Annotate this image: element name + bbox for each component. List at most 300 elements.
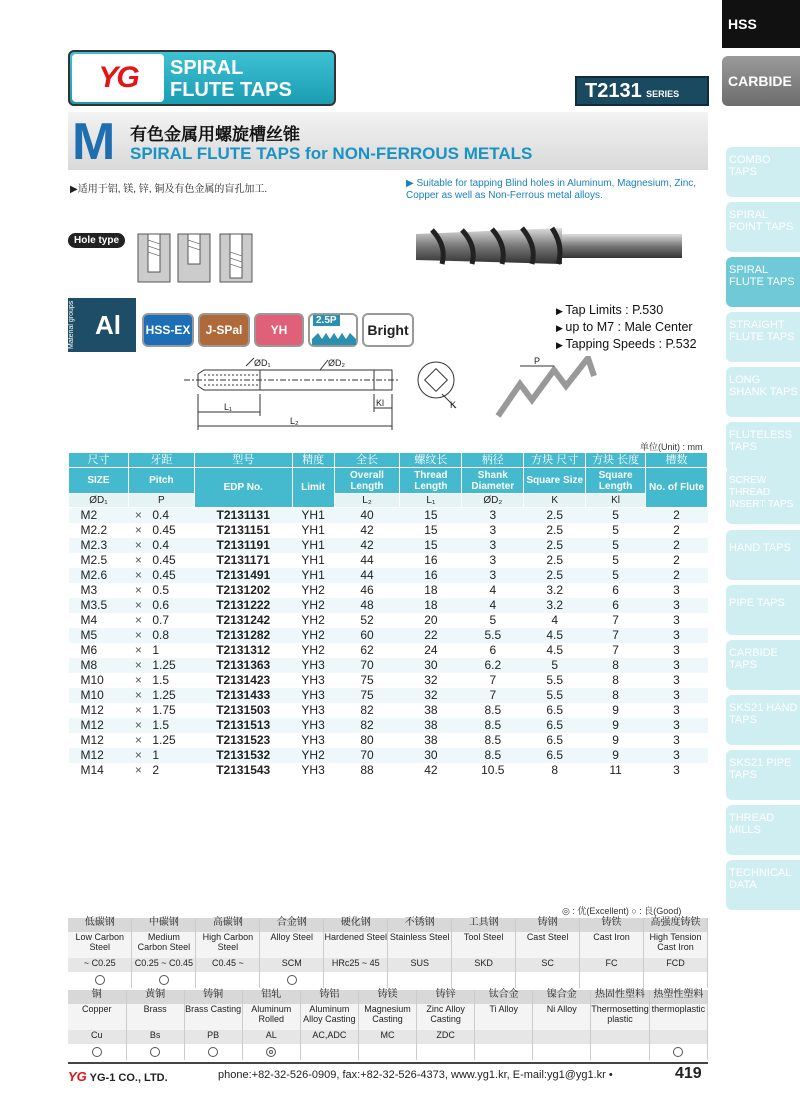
cell-size: M8 <box>69 658 129 673</box>
material-std: AC,ADC <box>300 1030 358 1044</box>
cell-fl: 3 <box>646 748 708 763</box>
material-en: Medium Carbon Steel <box>132 932 196 958</box>
label-l1: L₁ <box>224 402 233 412</box>
material-marks <box>417 1044 475 1060</box>
material-std: SKD <box>452 958 516 972</box>
cell-sq: 3.2 <box>546 583 564 597</box>
cell-limit: YH1 <box>292 568 334 583</box>
material-en: thermoplastic <box>649 1004 707 1030</box>
table-row <box>69 568 708 583</box>
table-row <box>69 508 708 523</box>
material-en: Ni Alloy <box>533 1004 591 1030</box>
cell-sq: 5.5 <box>546 673 564 687</box>
cell-limit: YH3 <box>292 718 334 733</box>
cell-ol: 70 <box>334 748 400 763</box>
material-cn: 不锈钢 <box>388 918 452 932</box>
material-marks <box>68 972 132 988</box>
chamfer-icon <box>312 331 356 345</box>
cell-tl: 18 <box>424 583 438 597</box>
table-row <box>69 613 708 628</box>
material-cn: 铸镁 <box>358 990 416 1004</box>
cell-x: × <box>128 658 148 673</box>
table-row <box>69 733 708 748</box>
cell-x: × <box>134 613 142 627</box>
tab-hand-taps[interactable]: HAND TAPS <box>726 530 800 580</box>
tab-sks21-hand-taps[interactable]: SKS21 HAND TAPS <box>726 695 800 745</box>
cell-sl: 9 <box>586 748 646 763</box>
material-en: Stainless Steel <box>388 932 452 958</box>
material-marks <box>68 1044 126 1060</box>
cell-sd: 4 <box>462 598 524 613</box>
header-sl-cn: 方块 长度 <box>586 453 646 468</box>
cell-tl: 16 <box>400 568 462 583</box>
cell-fl: 3 <box>673 643 680 657</box>
cell-ol: 75 <box>334 688 400 703</box>
sub-kl: Kl <box>586 494 646 508</box>
cell-sl: 5 <box>586 508 646 523</box>
cell-pitch: 0.5 <box>152 583 170 597</box>
cell-ol: 82 <box>360 703 374 717</box>
cell-ol: 42 <box>360 523 374 537</box>
header-fl-cn: 槽数 <box>646 453 708 468</box>
table-row <box>69 553 708 568</box>
tab-sks21-pipe-taps[interactable]: SKS21 PIPE TAPS <box>726 750 800 800</box>
cell-fl: 3 <box>646 628 708 643</box>
cell-pitch: 2 <box>152 763 160 777</box>
table-row <box>69 583 708 598</box>
table-row <box>69 748 708 763</box>
tab-combo-taps[interactable]: COMBO TAPS <box>726 147 800 197</box>
footer-brand: YG YG-1 CO., LTD. <box>68 1069 168 1084</box>
cell-pitch: 0.45 <box>148 568 194 583</box>
header-tl-cn: 螺纹长 <box>400 453 462 468</box>
cell-size: M12 <box>80 703 104 717</box>
cell-sq: 2.5 <box>524 568 586 583</box>
cell-sq: 8 <box>551 763 559 777</box>
cell-sd: 5.5 <box>462 628 524 643</box>
cell-limit: YH1 <box>292 508 334 523</box>
material-std: C0.45 ~ <box>196 958 260 972</box>
cell-limit: YH2 <box>301 613 325 627</box>
material-row-en <box>68 932 708 958</box>
cell-sq: 2.5 <box>524 538 586 553</box>
cell-fl: 3 <box>673 763 680 777</box>
cell-pitch: 0.45 <box>152 553 176 567</box>
material-en: Magnesium Casting <box>358 1004 416 1030</box>
product-title: SPIRAL FLUTE TAPS <box>170 57 292 101</box>
cell-sl: 8 <box>586 688 646 703</box>
cell-fl: 3 <box>646 718 708 733</box>
cell-tl: 24 <box>424 643 438 657</box>
cell-edp: T2131513 <box>194 718 292 733</box>
cell-sd: 8.5 <box>484 703 502 717</box>
cell-edp: T2131151 <box>216 523 270 537</box>
badge-yh: YH <box>254 313 304 347</box>
cell-sl: 7 <box>612 643 619 657</box>
material-std: MC <box>358 1030 416 1044</box>
cell-fl: 2 <box>646 538 708 553</box>
tap-image <box>412 222 682 272</box>
material-row-en <box>68 1004 708 1030</box>
cell-size: M6 <box>80 643 98 657</box>
material-en: Zinc Alloy Casting <box>417 1004 475 1030</box>
cell-size: M12 <box>80 733 104 747</box>
cell-pitch: 1.5 <box>152 673 170 687</box>
cell-ol: 48 <box>334 598 400 613</box>
sub-k: K <box>524 494 586 508</box>
cell-size: M2.2 <box>80 523 108 537</box>
material-en: Aluminum Rolled <box>242 1004 300 1030</box>
product-header <box>68 50 336 106</box>
sub-l2: L₂ <box>334 494 400 508</box>
cell-sq: 2.5 <box>546 553 564 567</box>
metric-letter: M <box>72 113 116 171</box>
material-cn: 铸铜 <box>184 990 242 1004</box>
tab-pipe-taps[interactable]: PIPE TAPS <box>726 585 800 635</box>
material-row-cn <box>68 990 708 1004</box>
male-center-note: ▶ up to M7 : Male Center <box>556 319 697 336</box>
cell-limit: YH3 <box>292 658 334 673</box>
cell-sd: 10.5 <box>481 763 505 777</box>
cell-ol: 82 <box>334 718 400 733</box>
cell-tl: 18 <box>400 598 462 613</box>
hole-type-label: Hole type <box>68 233 125 248</box>
header-sd-cn: 柄径 <box>462 453 524 468</box>
material-en: High Tension Cast Iron <box>643 932 707 958</box>
cell-size: M3 <box>80 583 98 597</box>
footer <box>68 1062 708 1090</box>
cell-x: × <box>134 523 142 537</box>
cell-sq: 3.2 <box>524 598 586 613</box>
material-en: Brass <box>126 1004 184 1030</box>
cell-sq: 4.5 <box>546 643 564 657</box>
cell-fl: 3 <box>673 673 680 687</box>
cell-fl: 2 <box>673 523 680 537</box>
material-std: Bs <box>126 1030 184 1044</box>
tab-carbide[interactable]: CARBIDE <box>722 56 800 106</box>
header-ol-cn: 全长 <box>334 453 400 468</box>
cell-edp: T2131543 <box>216 763 271 777</box>
material-std <box>591 1030 650 1044</box>
label-d2: ØD₂ <box>328 358 345 368</box>
material-marks <box>475 1044 533 1060</box>
cell-fl: 2 <box>673 553 680 567</box>
table-row <box>69 523 708 538</box>
material-std: ~ C0.25 <box>68 958 132 972</box>
good-mark <box>95 975 105 985</box>
cell-x: × <box>128 718 148 733</box>
material-en: Brass Casting <box>184 1004 242 1030</box>
material-row-std <box>68 1030 708 1044</box>
cell-size: M12 <box>69 718 129 733</box>
cell-edp: T2131523 <box>216 733 271 747</box>
good-mark <box>287 975 297 985</box>
cell-x: × <box>128 688 148 703</box>
cell-x: × <box>134 733 142 747</box>
material-en: Alloy Steel <box>260 932 324 958</box>
cell-fl: 3 <box>673 703 680 717</box>
cell-sl: 9 <box>612 703 619 717</box>
material-en: Thermosetting plastic <box>591 1004 650 1030</box>
cell-ol: 40 <box>334 508 400 523</box>
cell-sl: 9 <box>612 733 619 747</box>
cell-size: M3.5 <box>69 598 129 613</box>
tab-spiral-point-taps[interactable]: SPIRAL POINT TAPS <box>726 202 800 252</box>
cell-sd: 8.5 <box>462 748 524 763</box>
cell-fl: 3 <box>646 598 708 613</box>
material-row-std <box>68 958 708 972</box>
cell-pitch: 0.4 <box>148 538 194 553</box>
material-cn: 硬化钢 <box>324 918 388 932</box>
cell-limit: YH2 <box>301 643 325 657</box>
sub-d1: ØD₁ <box>69 494 129 508</box>
good-mark <box>159 975 169 985</box>
material-marks <box>516 972 580 988</box>
cell-edp: T2131491 <box>194 568 292 583</box>
cell-sq: 6.5 <box>546 703 564 717</box>
header-sq-cn: 方块 尺寸 <box>524 453 586 468</box>
note-en: ▶ Suitable for tapping Blind holes in Aluminum, Magnesium, Zinc, Copper as well as Non-Ferrous metal alloys. <box>406 178 697 201</box>
cell-x: × <box>134 763 142 777</box>
title-en: SPIRAL FLUTE TAPS for NON-FERROUS METALS <box>130 144 533 163</box>
cell-sl: 11 <box>609 763 622 777</box>
cell-sq: 5 <box>524 658 586 673</box>
title-band <box>68 112 708 170</box>
cell-sq: 4 <box>551 613 559 627</box>
table-row <box>69 673 708 688</box>
material-cn: 铸铁 <box>580 918 644 932</box>
tab-hss[interactable]: HSS <box>722 0 800 48</box>
cell-pitch: 1.25 <box>148 658 194 673</box>
tab-screw-thread-insert-taps[interactable]: SCREW THREAD INSERT TAPS <box>726 468 800 524</box>
cell-sq: 6.5 <box>546 733 564 747</box>
material-cn: 工具钢 <box>452 918 516 932</box>
cell-sl: 5 <box>586 538 646 553</box>
material-std: Cu <box>68 1030 126 1044</box>
header-sl: Square Length <box>586 468 646 494</box>
header-pitch: Pitch <box>128 468 194 494</box>
header-size-cn: 尺寸 <box>69 453 129 468</box>
cell-limit: YH2 <box>301 583 325 597</box>
yg-logo: YG <box>72 54 164 102</box>
cell-pitch: 1 <box>148 748 194 763</box>
tab-carbide-taps[interactable]: CARBIDE TAPS <box>726 640 800 690</box>
cell-pitch: 1.25 <box>152 733 176 747</box>
note-cn: ▶适用于铝, 镁, 锌, 铜及有色金属的盲孔加工. <box>70 184 268 195</box>
cell-size: M10 <box>80 673 104 687</box>
cell-tl: 15 <box>424 523 438 537</box>
table-row <box>69 763 708 778</box>
cell-x: × <box>128 598 148 613</box>
cell-sd: 5 <box>489 613 497 627</box>
cell-x: × <box>134 673 142 687</box>
badge-hss-ex: HSS-EX <box>142 313 194 347</box>
material-cn: 热塑性塑料 <box>649 990 707 1004</box>
cell-edp: T2131503 <box>216 703 271 717</box>
material-marks <box>388 972 452 988</box>
good-mark <box>150 1047 160 1057</box>
cell-sl: 5 <box>612 523 619 537</box>
cell-edp: T2131312 <box>216 643 271 657</box>
cell-fl: 3 <box>646 658 708 673</box>
material-en: Tool Steel <box>452 932 516 958</box>
cell-x: × <box>134 703 142 717</box>
cell-sd: 3 <box>489 553 497 567</box>
cell-limit: YH1 <box>292 538 334 553</box>
cell-sq: 6.5 <box>524 748 586 763</box>
label-kl: Kl <box>376 398 385 408</box>
tab-fluteless-taps[interactable]: FLUTELESS TAPS <box>726 422 800 472</box>
unit-label: 单位(Unit) : mm <box>640 442 703 452</box>
material-cn: 铸铝 <box>300 990 358 1004</box>
material-marks <box>300 1044 358 1060</box>
cell-edp: T2131202 <box>216 583 271 597</box>
cell-ol: 52 <box>360 613 374 627</box>
cell-ol: 46 <box>360 583 374 597</box>
material-std: SCM <box>260 958 324 972</box>
cell-sq: 6.5 <box>524 718 586 733</box>
material-std: HRc25 ~ 45 <box>324 958 388 972</box>
good-mark <box>208 1047 218 1057</box>
badge-bright: Bright <box>362 313 414 347</box>
material-cn: 高碳钢 <box>196 918 260 932</box>
cell-ol: 88 <box>360 763 374 777</box>
tab-long-shank-taps[interactable]: LONG SHANK TAPS <box>726 367 800 417</box>
material-std: FCD <box>643 958 707 972</box>
hole-type-icons <box>134 232 254 284</box>
sub-d2: ØD₂ <box>462 494 524 508</box>
dimension-drawing <box>180 356 600 436</box>
material-en: Cast Iron <box>580 932 644 958</box>
cell-pitch: 0.7 <box>152 613 170 627</box>
cell-sl: 7 <box>586 628 646 643</box>
material-marks <box>649 1044 707 1060</box>
tab-spiral-flute-taps[interactable]: SPIRAL FLUTE TAPS <box>726 257 800 307</box>
cell-sd: 8.5 <box>484 733 502 747</box>
material-marks <box>452 972 516 988</box>
material-marks <box>533 1044 591 1060</box>
material-groups-label: Material groups <box>68 298 80 352</box>
tab-technical-data[interactable]: TECHNICAL DATA <box>726 860 800 910</box>
cell-ol: 75 <box>360 673 374 687</box>
cell-limit: YH3 <box>301 733 325 747</box>
cell-sd: 6.2 <box>462 658 524 673</box>
material-marks <box>324 972 388 988</box>
rating-legend: ◎ : 优(Excellent) ○ : 良(Good) <box>562 906 682 916</box>
material-row-marks <box>68 972 708 988</box>
badge-chamfer: 2.5P <box>308 313 358 347</box>
cell-edp: T2131423 <box>216 673 271 687</box>
cell-sd: 3 <box>462 538 524 553</box>
material-en: Low Carbon Steel <box>68 932 132 958</box>
material-en: Hardened Steel <box>324 932 388 958</box>
material-cn: 中碳钢 <box>132 918 196 932</box>
material-marks <box>196 972 260 988</box>
material-std: FC <box>580 958 644 972</box>
cell-tl: 15 <box>400 508 462 523</box>
cell-fl: 3 <box>673 613 680 627</box>
cell-sl: 8 <box>612 673 619 687</box>
cell-ol: 60 <box>334 628 400 643</box>
cell-x: × <box>134 643 142 657</box>
cell-x: × <box>134 553 142 567</box>
cell-sl: 9 <box>586 718 646 733</box>
cell-sd: 7 <box>489 673 497 687</box>
material-marks <box>643 972 707 988</box>
cell-edp: T2131222 <box>194 598 292 613</box>
table-row <box>69 703 708 718</box>
cell-size: M2.3 <box>69 538 129 553</box>
header-sd: Shank Diameter <box>462 468 524 494</box>
cell-pitch: 0.6 <box>148 598 194 613</box>
material-marks <box>591 1044 650 1060</box>
material-en: Ti Alloy <box>475 1004 533 1030</box>
sub-l1: L₁ <box>400 494 462 508</box>
cell-size: M4 <box>80 613 98 627</box>
cell-tl: 15 <box>400 538 462 553</box>
tab-thread-mills[interactable]: THREAD MILLS <box>726 805 800 855</box>
good-mark <box>92 1047 102 1057</box>
cell-size: M2 <box>69 508 129 523</box>
material-marks <box>126 1044 184 1060</box>
cell-tl: 22 <box>400 628 462 643</box>
cell-ol: 70 <box>334 658 400 673</box>
material-marks <box>242 1044 300 1060</box>
cell-limit: YH2 <box>292 748 334 763</box>
cell-x: × <box>128 508 148 523</box>
cell-limit: YH3 <box>301 703 325 717</box>
cell-x: × <box>128 538 148 553</box>
cell-pitch: 0.45 <box>152 523 176 537</box>
material-marks <box>260 972 324 988</box>
cell-fl: 3 <box>673 583 680 597</box>
cell-sq: 5.5 <box>524 688 586 703</box>
cell-tl: 30 <box>400 748 462 763</box>
table-row <box>69 628 708 643</box>
cell-size: M2.5 <box>80 553 108 567</box>
material-std: SC <box>516 958 580 972</box>
cell-tl: 38 <box>424 733 438 747</box>
label-d1: ØD₁ <box>254 358 271 368</box>
cell-limit: YH1 <box>301 553 325 567</box>
tap-limits-link[interactable]: ▶ Tap Limits : P.530 <box>556 302 697 319</box>
cell-fl: 3 <box>673 733 680 747</box>
table-row <box>69 538 708 553</box>
cell-fl: 2 <box>646 568 708 583</box>
material-table-2 <box>68 990 708 1060</box>
cell-sq: 4.5 <box>524 628 586 643</box>
material-std <box>475 1030 533 1044</box>
cell-sd: 8.5 <box>462 718 524 733</box>
tab-straight-flute-taps[interactable]: STRAIGHT FLUTE TAPS <box>726 312 800 362</box>
cell-pitch: 0.4 <box>148 508 194 523</box>
material-std: SUS <box>388 958 452 972</box>
tapping-speeds-link[interactable]: ▶ Tapping Speeds : P.532 <box>556 336 697 353</box>
header-limit-cn: 精度 <box>292 453 334 468</box>
material-table-1 <box>68 918 708 988</box>
material-cn: 钛合金 <box>475 990 533 1004</box>
cell-sl: 5 <box>586 568 646 583</box>
table-row <box>69 598 708 613</box>
cell-ol: 42 <box>334 538 400 553</box>
cell-limit: YH3 <box>301 763 325 777</box>
material-std: C0.25 ~ C0.45 <box>132 958 196 972</box>
cell-edp: T2131171 <box>216 553 270 567</box>
cell-limit: YH3 <box>292 688 334 703</box>
cell-limit: YH2 <box>292 628 334 643</box>
material-marks <box>184 1044 242 1060</box>
cell-sl: 7 <box>612 613 619 627</box>
